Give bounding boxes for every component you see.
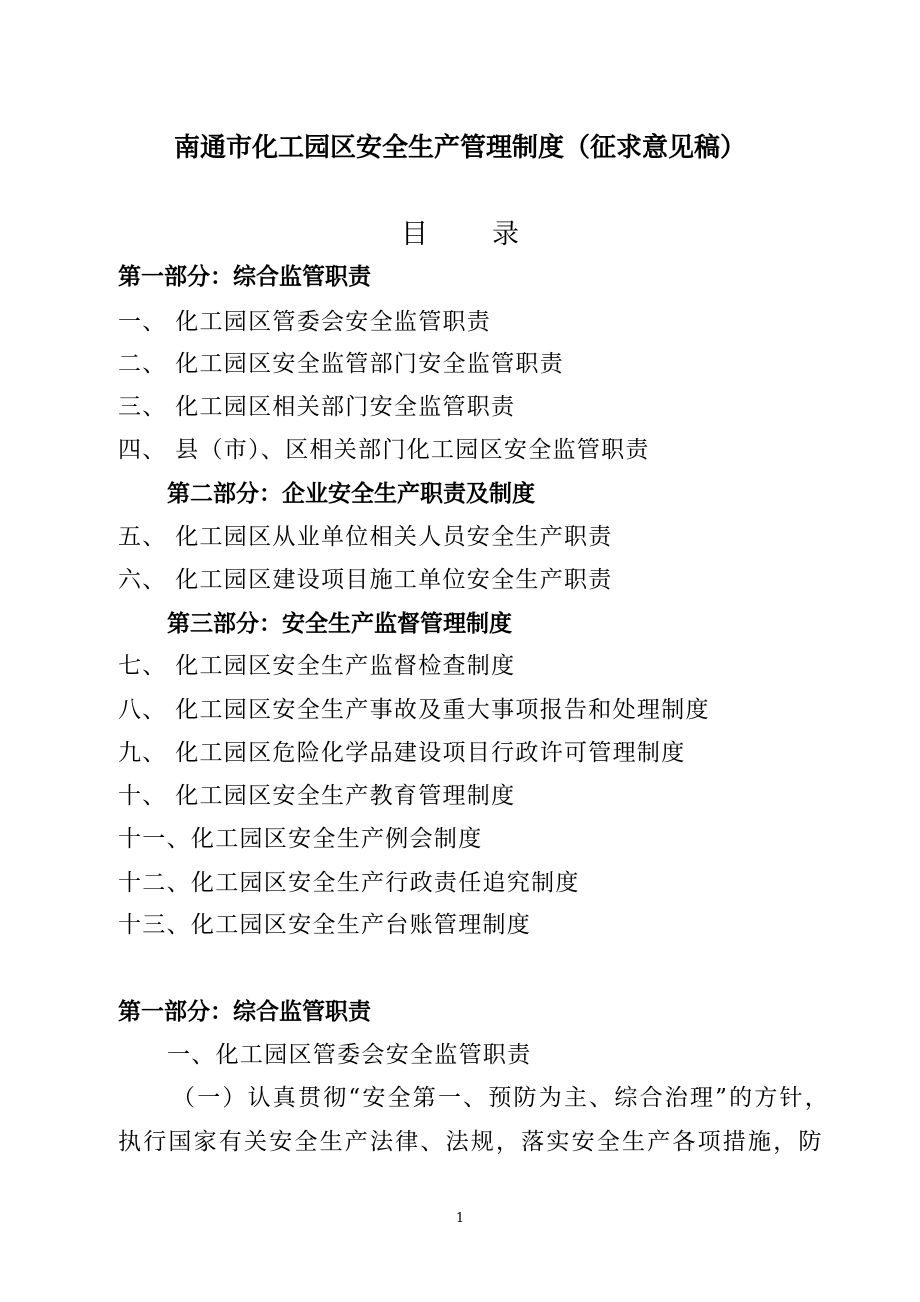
toc-entry-7: 七、 化工园区安全生产监督检查制度 (118, 653, 516, 679)
toc-heading-left: 目 (401, 219, 428, 250)
toc-entry-13: 十三、化工园区安全生产台账管理制度 (118, 912, 532, 938)
toc-entry-11: 十一、化工园区安全生产例会制度 (118, 826, 483, 852)
toc-heading (0, 221, 920, 248)
toc-heading-right: 录 (492, 219, 519, 250)
toc-entry-2: 二、 化工园区安全监管部门安全监管职责 (118, 351, 565, 377)
toc-part-1: 第一部分：综合监管职责 (118, 264, 371, 290)
toc-entry-4: 四、 县（市）、区相关部门化工园区安全监管职责 (118, 437, 650, 463)
section-heading: 第一部分：综合监管职责 (118, 999, 371, 1025)
toc-entry-6: 六、 化工园区建设项目施工单位安全生产职责 (118, 567, 613, 593)
toc-entry-5: 五、 化工园区从业单位相关人员安全生产职责 (118, 524, 613, 550)
toc-part-2: 第二部分：企业安全生产职责及制度 (167, 481, 535, 507)
toc-entry-1: 一、 化工园区管委会安全监管职责 (118, 309, 492, 335)
toc-entry-3: 三、 化工园区相关部门安全监管职责 (118, 394, 516, 420)
body-paragraph-line-1: （一）认真贯彻“安全第一、预防为主、综合治理”的方针， (172, 1085, 830, 1111)
toc-entry-8: 八、 化工园区安全生产事故及重大事项报告和处理制度 (118, 697, 710, 723)
page-number: 1 (455, 1211, 465, 1226)
toc-entry-10: 十、 化工园区安全生产教育管理制度 (118, 783, 516, 809)
toc-entry-12: 十二、化工园区安全生产行政责任追究制度 (118, 870, 580, 896)
toc-part-3: 第三部分：安全生产监督管理制度 (167, 611, 512, 637)
body-paragraph-line-2: 执行国家有关安全生产法律、法规，落实安全生产各项措施，防 (118, 1129, 824, 1155)
document-title: 南通市化工园区安全生产管理制度（征求意见稿） (173, 133, 746, 163)
toc-entry-9: 九、 化工园区危险化学品建设项目行政许可管理制度 (118, 740, 686, 766)
section-subheading: 一、化工园区管委会安全监管职责 (167, 1042, 532, 1068)
